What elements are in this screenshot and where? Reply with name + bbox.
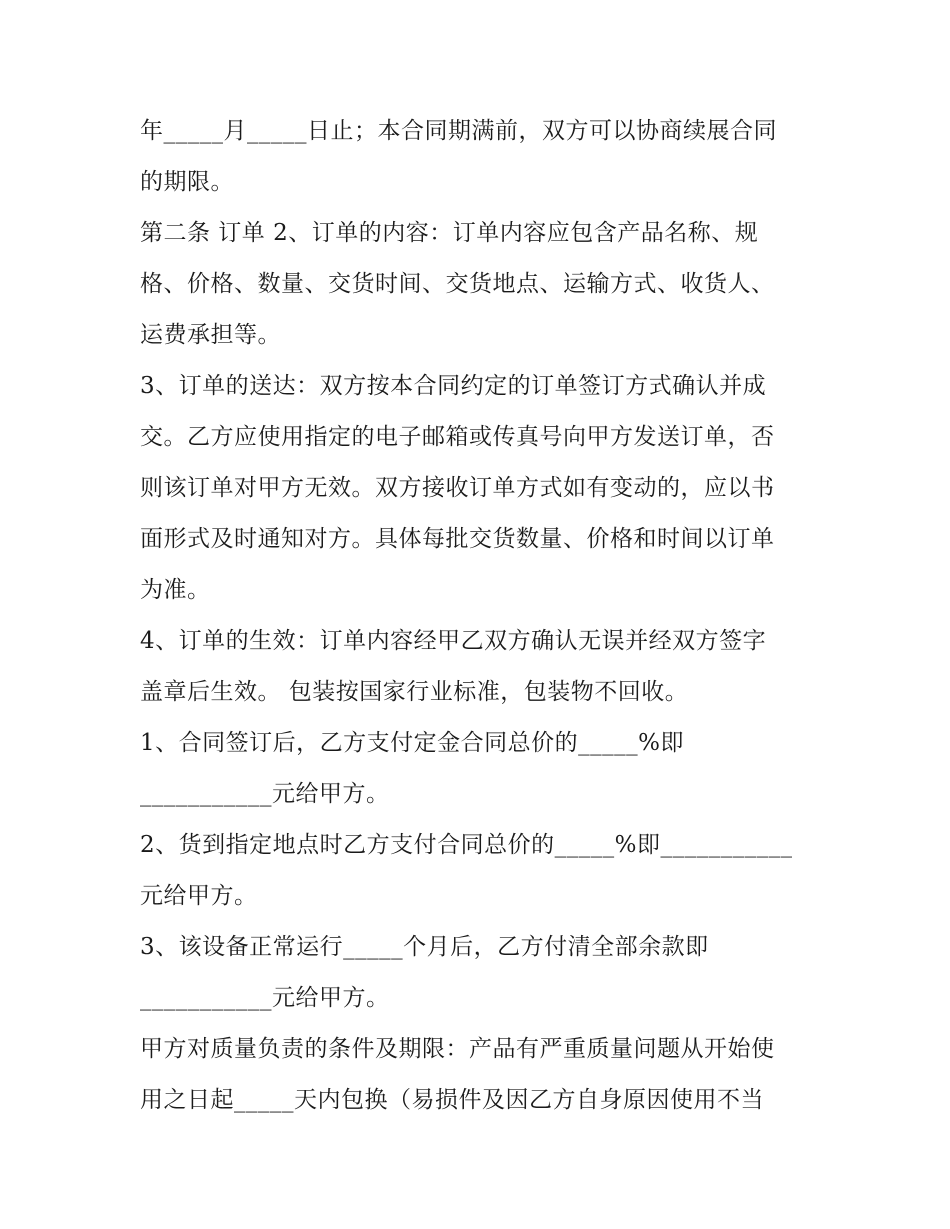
text-line-10: 为准。 bbox=[140, 577, 211, 603]
text-line-13: 1、合同签订后，乙方支付定金合同总价的_____%即 bbox=[140, 730, 684, 756]
text-line-12: 盖章后生效。 包装按国家行业标准，包装物不回收。 bbox=[140, 679, 689, 705]
text-line-17: 3、该设备正常运行_____个月后，乙方付清全部余款即 bbox=[140, 934, 709, 960]
text-line-8: 则该订单对甲方无效。双方接收订单方式如有变动的，应以书 bbox=[140, 475, 775, 501]
text-line-16: 元给甲方。 bbox=[140, 883, 258, 909]
text-line-14: ___________元给甲方。 bbox=[140, 781, 390, 807]
text-line-19: 甲方对质量负责的条件及期限：产品有严重质量问题从开始使 bbox=[140, 1036, 775, 1062]
contract-text bbox=[140, 106, 820, 1126]
text-line-1: 年_____月_____日止；本合同期满前，双方可以协商续展合同 bbox=[140, 118, 777, 144]
text-line-15: 2、货到指定地点时乙方支付合同总价的_____%即___________ bbox=[140, 832, 793, 858]
text-line-7: 交。乙方应使用指定的电子邮箱或传真号向甲方发送订单，否 bbox=[140, 424, 775, 450]
text-line-6: 3、订单的送达：双方按本合同约定的订单签订方式确认并成 bbox=[140, 373, 767, 399]
text-line-5: 运费承担等。 bbox=[140, 322, 281, 348]
text-line-3: 第二条 订单 2、订单的内容：订单内容应包含产品名称、规 bbox=[140, 220, 759, 246]
text-line-18: ___________元给甲方。 bbox=[140, 985, 390, 1011]
text-line-2: 的期限。 bbox=[140, 169, 234, 195]
text-line-9: 面形式及时通知对方。具体每批交货数量、价格和时间以订单 bbox=[140, 526, 775, 552]
text-line-20: 用之日起_____天内包换（易损件及因乙方自身原因使用不当 bbox=[140, 1087, 764, 1113]
text-line-4: 格、价格、数量、交货时间、交货地点、运输方式、收货人、 bbox=[140, 271, 775, 297]
text-line-11: 4、订单的生效：订单内容经甲乙双方确认无误并经双方签字 bbox=[140, 628, 767, 654]
